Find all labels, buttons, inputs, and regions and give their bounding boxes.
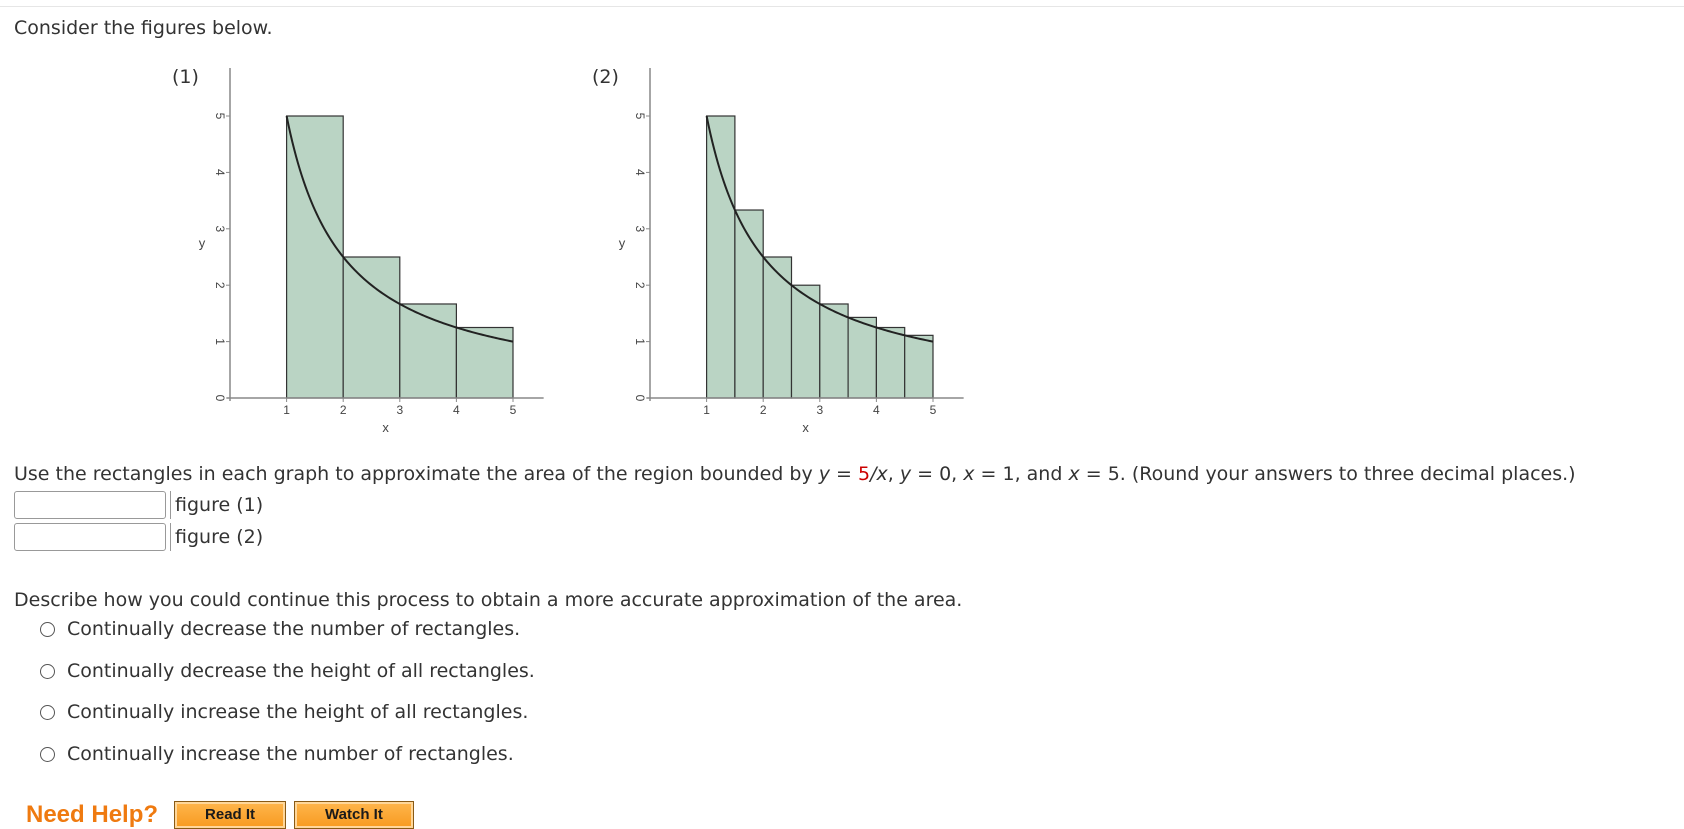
y-tick-label: 5 [633,112,647,120]
question-lead: Use the rectangles in each graph to approximate the area of the region bounded by [14,463,819,485]
option-increase-height[interactable] [40,701,528,723]
y-tick-label: 4 [213,169,227,176]
need-help-bar [26,801,422,829]
rectangle-8 [905,335,933,398]
y-tick-label: 4 [633,169,647,176]
math-eq2: = 0, [911,463,964,485]
y-tick-label: 2 [633,281,647,289]
option-label: Continually increase the height of all rectangles. [67,701,529,723]
answer-label-figure-2: figure (2) [170,523,263,551]
y-axis-label: y [198,235,206,251]
figure-1 [160,62,580,452]
x-tick-label: 3 [816,403,824,417]
y-tick-label: 3 [633,225,647,233]
radio-button[interactable] [40,664,55,679]
y-tick-label: 0 [633,394,647,402]
answer-row-figure-2 [14,521,263,553]
option-decrease-number[interactable] [40,618,520,640]
option-label: Continually decrease the height of all rectangles. [67,660,535,682]
math-slash-x: /x [870,463,888,485]
rectangle-5 [820,304,848,398]
question-tail: = 5. (Round your answers to three decimal places.) [1079,463,1576,485]
red-value: 5 [857,463,871,485]
x-tick-label: 2 [339,403,347,417]
x-tick-label: 4 [873,403,880,417]
watch-it-button[interactable]: Watch It [294,801,414,829]
rectangle-6 [848,317,876,398]
y-tick-label: 0 [213,394,227,402]
x-tick-label: 3 [396,403,404,417]
x-tick-label: 5 [929,403,937,417]
y-axis-label: y [618,235,626,251]
rectangle-1 [287,116,344,398]
answer-label-figure-1: figure (1) [170,491,263,519]
math-y: y [818,463,830,485]
x-tick-label: 2 [759,403,767,417]
read-it-button[interactable]: Read It [174,801,286,829]
top-divider [0,6,1684,7]
x-tick-label: 4 [453,403,460,417]
rectangle-7 [876,328,904,399]
x-tick-label: 1 [283,403,290,417]
math-x2: x [1068,463,1080,485]
figure-2-label: (2) [592,66,619,88]
option-label: Continually increase the number of rectangles. [67,743,514,765]
answer-row-figure-1 [14,489,263,521]
x-tick-label: 1 [703,403,710,417]
need-help-label: Need Help? [26,801,159,828]
math-y2: y [899,463,912,485]
figure-1-label: (1) [172,66,199,88]
rectangle-4 [456,328,513,399]
math-eq: = [829,463,858,485]
figure-2-chart [580,62,1000,452]
intro-text: Consider the figures below. [14,17,273,39]
figure-1-chart [160,62,580,452]
radio-button[interactable] [40,747,55,762]
y-tick-label: 3 [213,225,227,233]
y-tick-label: 1 [633,338,647,345]
math-eq3: = 1, and [974,463,1069,485]
option-label: Continually decrease the number of rectangles. [67,618,521,640]
radio-button[interactable] [40,622,55,637]
option-increase-number[interactable] [40,743,514,765]
rectangle-1 [707,116,735,398]
option-decrease-height[interactable] [40,660,535,682]
radio-button[interactable] [40,705,55,720]
x-axis-label: x [802,420,809,435]
answer-input-figure-1[interactable] [14,491,166,519]
question-text [14,463,1576,485]
math-x1: x [963,463,975,485]
rectangle-3 [763,257,791,398]
x-tick-label: 5 [509,403,517,417]
x-axis-label: x [382,420,389,435]
math-sep: , [887,463,900,485]
y-tick-label: 1 [213,338,227,345]
y-tick-label: 5 [213,112,227,120]
y-tick-label: 2 [213,281,227,289]
figure-2 [580,62,1000,452]
rectangle-2 [343,257,400,398]
describe-prompt: Describe how you could continue this process to obtain a more accurate approximation of the area. [14,589,963,611]
answer-input-figure-2[interactable] [14,523,166,551]
